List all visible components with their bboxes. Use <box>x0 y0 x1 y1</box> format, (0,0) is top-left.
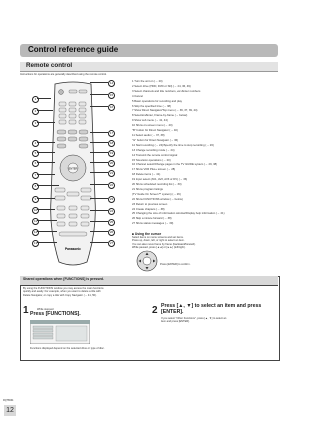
legend-item: 8 Selection/Enter, Frame-by-frame (→ below) <box>132 114 188 118</box>
callout-25: 25 <box>109 220 114 224</box>
legend-item: 9 Show sub menu (→ 41, 44) <box>132 119 168 123</box>
callout-14: 14 <box>109 81 114 85</box>
callout-15: 15 <box>109 93 114 97</box>
step-2-number: 2 <box>152 305 158 316</box>
callout-27: 27 <box>109 241 114 245</box>
chapter-title: Control reference guide <box>28 45 119 54</box>
page-number: 12 <box>6 407 14 414</box>
callout-20: 20 <box>109 161 114 165</box>
leader-line <box>37 98 51 99</box>
leader-line <box>37 209 55 210</box>
leader-line <box>90 132 108 133</box>
legend-item: 17 Show VCR Plus+ screen (→ 28) <box>132 168 176 172</box>
legend-item: "G" button for Direct Navigator (→ 36) <box>132 138 179 142</box>
step-2 <box>152 300 158 318</box>
legend-item: "B" button for Direct Navigator (→ 40) <box>132 129 178 133</box>
leader-line <box>90 231 108 232</box>
callout-22: 22 <box>109 183 114 187</box>
legend-item: 3 Select channels and title numbers, etc./Enter numbers <box>132 89 201 93</box>
legend-item: 15 Television operations (→ 20) <box>132 158 171 162</box>
leader-line <box>90 172 108 173</box>
section-title: Remote control <box>26 62 73 69</box>
cursor-line: Press up, down, left, or right to select an item. <box>132 239 185 243</box>
legend-item: 18 Delete items (→ 41) <box>132 173 161 177</box>
legend-item: 4 Cancel <box>132 94 143 98</box>
legend-item: 1 Turn the unit on (→ 20) <box>132 80 163 83</box>
legend-item: 19 Input select (AV1, AV2, AV3 or DV) (→ 33) <box>132 178 188 182</box>
legend-item: 26 Skip a minute forward (→ 38) <box>132 217 172 221</box>
leader-line <box>90 152 108 153</box>
shared-body: By using the FUNCTIONS window you may access the main functions quickly and easily. For example, when you want to delete a title with Delete Navigator, or copy a title with Copy Navigator (→ 41, 50). <box>23 287 104 297</box>
legend-item: 10 Show on-screen menu (→ 40) <box>132 124 173 128</box>
callout-23: 23 <box>109 197 114 201</box>
legend-item: 23 Return to previous screen <box>132 202 168 206</box>
legend-item: 11 Select audio (→ 37, 38) <box>132 133 165 137</box>
callout-9: 9 <box>32 196 39 203</box>
enter-note: Press [ENTER] to confirm. <box>160 263 191 266</box>
cursor-heading: ■ Using the cursor <box>132 232 162 236</box>
callout-24: 24 <box>109 209 114 213</box>
leader-line <box>37 110 53 111</box>
leader-line <box>90 221 108 222</box>
legend-item: 22 Show FUNCTIONS window (→ below) <box>132 197 183 201</box>
step-1-condition: While stopped <box>37 308 54 311</box>
callout-12: 12 <box>33 230 38 234</box>
step-2-note: If you select "Other Functions", press [▲, ▼] to select an item and press [ENTER]. <box>161 317 227 324</box>
legend-list <box>132 80 277 227</box>
step-1-number: 1 <box>23 305 29 316</box>
callout-2: 2 <box>32 108 39 115</box>
legend-item: 6 Skip the specified time (→ 38) <box>132 104 171 108</box>
legend-item: 14 Transmit the remote control signal <box>132 153 178 157</box>
functions-screen-thumbnail <box>30 320 90 344</box>
legend-item: 12 Start recording (→ 24)/Specify the time to stop recording (→ 26) <box>132 143 214 147</box>
legend-item: (TV Guide On Screen™ system) (→ 26) <box>132 192 181 196</box>
shared-heading: Shared operations when [FUNCTIONS] is pressed. <box>23 277 105 281</box>
legend-item: 20 Show scheduled recording list (→ 30) <box>132 183 182 187</box>
cursor-line: You can also move frame by frame (backward/forward). <box>132 242 196 246</box>
leader-line <box>37 162 55 163</box>
legend-item: 13 Change recording mode (→ 24) <box>132 148 175 152</box>
cursor-pad-icon <box>136 250 158 272</box>
callout-11: 11 <box>33 219 38 223</box>
leader-line <box>90 210 108 211</box>
leader-line <box>90 162 108 163</box>
leader-line <box>90 82 108 83</box>
callout-3: 3 <box>32 120 39 127</box>
callout-26: 26 <box>109 230 114 234</box>
leader-line <box>90 106 108 107</box>
callout-18: 18 <box>109 141 114 145</box>
screen-caption: Functions displayed depend on the selected drive or type of disc. <box>30 347 105 350</box>
legend-item: 7 Show Direct Navigator/Top menu (→ 36, 37, 39, 44) <box>132 109 198 113</box>
callout-13: 13 <box>33 241 38 245</box>
page-code: RQT8664 <box>3 399 14 402</box>
step-2-title: Press [▲, ▼] to select an item and press [ENTER]. <box>161 303 262 315</box>
callout-10: 10 <box>33 208 38 212</box>
leader-line <box>37 220 57 221</box>
legend-item: 24 Create chapters (→ 38) <box>132 207 165 211</box>
leader-line <box>37 198 55 199</box>
leader-line <box>37 185 59 186</box>
remote-enter-label: ENTER <box>68 167 78 171</box>
callout-19: 19 <box>109 151 114 155</box>
callout-6: 6 <box>32 160 39 167</box>
legend-item: 16 Channel select/Change pages in the TV GUIDE system (→ 29, 38) <box>132 163 218 167</box>
page-number-badge <box>4 405 16 416</box>
cursor-line: Select items on menu screens and set items. <box>132 236 184 239</box>
leader-line <box>90 184 108 185</box>
leader-line <box>37 174 55 175</box>
legend-item: 5 Basic operations for recording and play <box>132 99 182 103</box>
legend-item: 21 Show program listings <box>132 187 163 191</box>
leader-line <box>90 142 108 143</box>
legend-item: 27 Show status messages (→ 39) <box>132 222 174 226</box>
leader-line <box>90 242 108 243</box>
cursor-line: While paused, press [◄◄] or [►►] (left/right). <box>132 245 186 249</box>
callout-4: 4 <box>32 140 39 147</box>
step-1-title: Press [FUNCTIONS]. <box>30 311 81 317</box>
section-header <box>20 62 278 72</box>
callout-8: 8 <box>32 183 39 190</box>
leader-line <box>37 122 55 123</box>
chapter-title-bar <box>20 44 278 57</box>
leader-line <box>90 94 108 95</box>
leader-line <box>37 152 55 153</box>
callout-1: 1 <box>32 96 39 103</box>
cursor-section <box>132 232 277 249</box>
leader-line <box>37 242 57 243</box>
callout-5: 5 <box>32 150 39 157</box>
callout-16: 16 <box>109 105 114 109</box>
intro-text: Instructions for operations are generally described using the remote control. <box>20 73 107 76</box>
callout-17: 17 <box>109 131 114 135</box>
remote-brand: Panasonic <box>65 247 81 251</box>
callout-21: 21 <box>109 171 114 175</box>
leader-line <box>37 142 55 143</box>
legend-item: 25 Changing the size of information window/Display help information (→ 21) <box>132 212 225 216</box>
shared-operations-header <box>20 276 278 286</box>
leader-line <box>37 231 57 232</box>
callout-7: 7 <box>32 172 39 179</box>
leader-line <box>90 198 108 199</box>
legend-item: 2 Select drive (HDD, DVD or SD) (→ 24, 36, 49) <box>132 84 191 88</box>
